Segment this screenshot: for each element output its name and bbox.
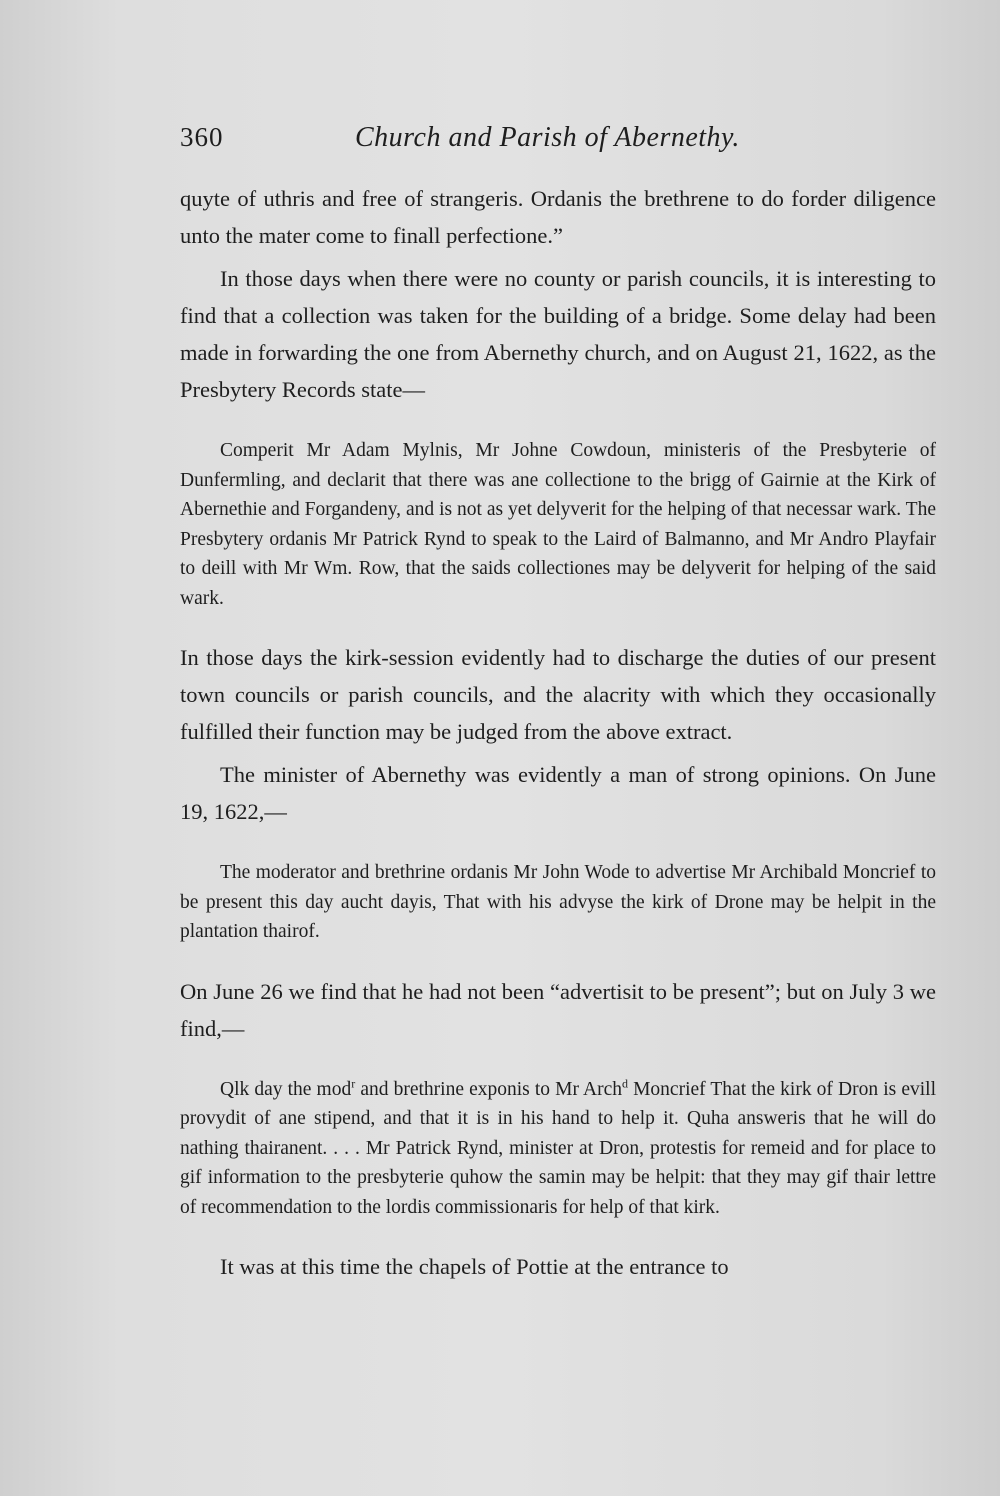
paragraph-pottie-chapels: It was at this time the chapels of Pottie at the entrance to xyxy=(220,1254,729,1279)
running-title: Church and Parish of Abernethy. xyxy=(355,122,740,153)
paragraph-june-26: On June 26 we find that he had not been “advertisit to be present”; but on July 3 we find,— xyxy=(180,978,936,1041)
quote-drone-stipend xyxy=(180,1075,936,1223)
paragraph-continuation: quyte of uthris and free of strangeris. Ordanis the brethrene to do forder diligence unto the mater come to finall perfectione.” xyxy=(180,186,936,248)
paragraph-kirk-session: In those days the kirk-session evidently had to discharge the duties of our present town councils or parish councils, and the alacrity with which they occasionally fulfilled their function may be judged from the above extract. xyxy=(180,645,936,744)
quote-text-part: Qlk day the mod xyxy=(220,1078,352,1100)
quote-presbytery-record: Comperit Mr Adam Mylnis, Mr Johne Cowdoun, ministeris of the Presbyterie of Dunfermling, and declarit that there was ane collectione to the brigg of Gairnie at the Kirk of Abernethie and Forgandeny, and is not as yet delyverit for the helping of that necessar wark. The Presbytery ordanis Mr Patrick Rynd to speak to the Laird of Balmanno, and Mr Andro Playfair to deill with Mr Wm. Row, that the saids collectiones may be delyverit for helping of the said wark. xyxy=(180,440,936,609)
page-header xyxy=(180,122,940,162)
page-number: 360 xyxy=(180,122,224,152)
quote-moderator-order: The moderator and brethrine ordanis Mr John Wode to advertise Mr Archibald Moncrief to be present this day aucht dayis, That with his advyse the kirk of Drone may be helpit in the plantation thairof. xyxy=(180,862,936,942)
quote-text-part: Moncrief That the kirk of Dron is evill provydit of ane stipend, and that it is in his hand to help it. Quha answeris that he will do nathing thairanent. . . . Mr Patrick Rynd, minister at Dron, protestis for remeid and for place to gif information to the presbyterie quhow the samin may be helpit: that they may gif thair lettre of recommendation to the lordis commissionaris for help of that kirk. xyxy=(180,1078,936,1218)
superscript: d xyxy=(621,1076,628,1090)
superscript: r xyxy=(351,1076,356,1090)
paragraph-bridge-collection: In those days when there were no county or parish councils, it is interesting to find that a collection was taken for the building of a bridge. Some delay had been made in forwarding the one from Abernethy church, and on August 21, 1622, as the Presbytery Records state— xyxy=(180,266,936,402)
quote-text-part: and brethrine exponis to Mr Arch xyxy=(355,1078,622,1100)
body-text xyxy=(180,180,936,1285)
paragraph-minister-opinions: The minister of Abernethy was evidently a man of strong opinions. On June 19, 1622,— xyxy=(180,762,936,824)
